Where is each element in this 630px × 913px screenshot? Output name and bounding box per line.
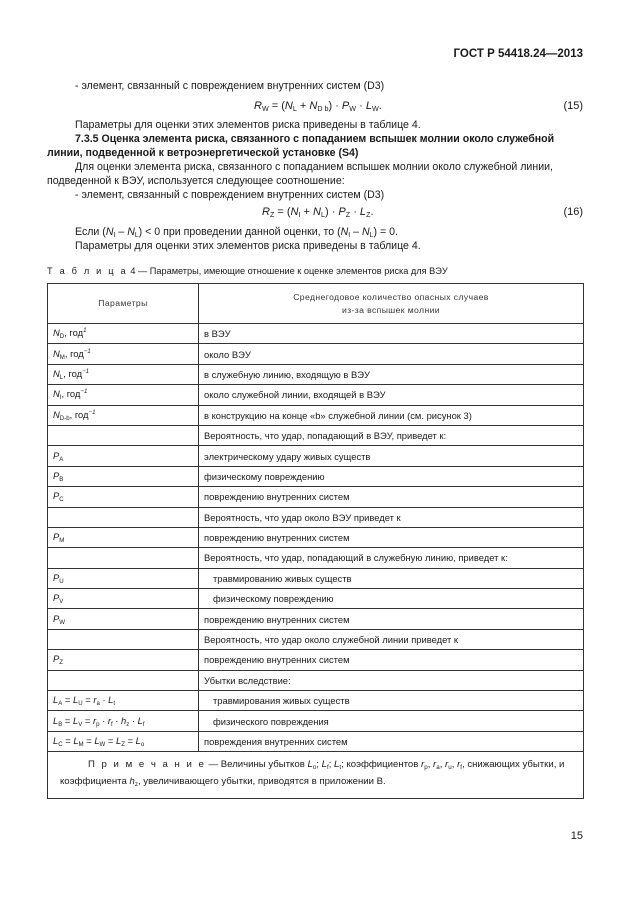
- paragraph-d3-1: - элемент, связанный с повреждением внутренних систем (D3): [75, 80, 385, 92]
- param-cell: $P_M$: [48, 527, 199, 547]
- param-cell: $P_B$: [48, 466, 199, 486]
- table-header-row: [48, 284, 584, 324]
- param-cell: $N_D$, год$^1$: [48, 324, 199, 344]
- table-row: [48, 507, 584, 527]
- paragraph-relation: Для оценки элемента риска, связанного с попаданием вспышек молнии около служебной линии, подведенной к ВЭУ, используется следующее соотношение:: [47, 161, 553, 187]
- desc-cell: повреждению внутренних систем: [199, 527, 584, 547]
- table-row: [48, 324, 584, 344]
- equation-15: $R_W = (N_L + N_{D b}) \cdot P_W \cdot L_W$.: [254, 100, 382, 113]
- table-caption: Т а б л и ц а 4 — Параметры, имеющие отношение к оценке элементов риска для ВЭУ: [47, 266, 448, 276]
- param-cell: $P_C$: [48, 487, 199, 507]
- paragraph-params-ref-2: Параметры для оценки этих элементов риска приведены в таблице 4.: [75, 240, 421, 252]
- desc-cell: повреждению внутренних систем: [199, 650, 584, 670]
- table-row: [48, 691, 584, 711]
- section-heading-7-3-5: 7.3.5 Оценка элемента риска, связанного с попаданием вспышек молнии около служебной линии, подведенной к ветроэнергетической установке (S4): [47, 133, 555, 159]
- desc-cell: Вероятность, что удар около ВЭУ приведет к: [199, 507, 584, 527]
- table-row: [48, 629, 584, 649]
- table-row: [48, 568, 584, 588]
- param-cell: $L_A = L_U = r_a \cdot L_t$: [48, 691, 199, 711]
- desc-cell: повреждению внутренних систем: [199, 487, 584, 507]
- column-header-events: Среднегодовое количество опасных случаев из-за вспышек молнии: [199, 284, 584, 324]
- desc-cell: Вероятность, что удар, попадающий в ВЭУ, приведет к:: [199, 425, 584, 445]
- desc-cell: в ВЭУ: [199, 324, 584, 344]
- param-cell: $L_C = L_M = L_W = L_Z = L_o$: [48, 731, 199, 751]
- table-row: [48, 344, 584, 364]
- table-row: [48, 650, 584, 670]
- table-row: [48, 548, 584, 568]
- table-row: [48, 527, 584, 547]
- table-row: [48, 405, 584, 425]
- param-cell: $N_{D-b}$, год$^{-1}$: [48, 405, 199, 425]
- parameters-table: [47, 283, 584, 799]
- param-cell: $P_U$: [48, 568, 199, 588]
- param-cell: $P_V$: [48, 589, 199, 609]
- equation-16-number: (16): [563, 206, 583, 218]
- param-cell: [48, 629, 199, 649]
- paragraph-d3-2: - элемент, связанный с повреждением внутренних систем (D3): [75, 189, 385, 201]
- desc-cell: травмированию живых существ: [199, 568, 584, 588]
- table-row: [48, 609, 584, 629]
- paragraph-condition: Если $(N_I - N_L) < 0$ при проведении данной оценки, то $(N_I - N_L) = 0$.: [75, 226, 398, 239]
- table-row: [48, 487, 584, 507]
- desc-cell: физическому повреждению: [199, 466, 584, 486]
- desc-cell: электрическому удару живых существ: [199, 446, 584, 466]
- table-row: [48, 446, 584, 466]
- table-note: П р и м е ч а н и е — Величины убытков $L_o$; $L_f$; $L_t$; коэффициентов $r_p$, $r_a$, $r_u$, $r_f$, снижающих убытки, и коэффициента $h_z$, увеличивающего убытки, приводятся в приложении В.: [48, 752, 584, 799]
- table-row: [48, 425, 584, 445]
- table-row: [48, 466, 584, 486]
- param-cell: $L_B = L_V = r_p \cdot r_f \cdot h_z \cdot L_f$: [48, 711, 199, 731]
- table-row: [48, 364, 584, 384]
- equation-16: $R_Z = (N_I + N_L) \cdot P_Z \cdot L_Z$.: [262, 206, 374, 219]
- desc-cell: физическому повреждению: [199, 589, 584, 609]
- desc-cell: Вероятность, что удар, попадающий в служебную линию, приведет к:: [199, 548, 584, 568]
- param-cell: [48, 670, 199, 690]
- desc-cell: травмирования живых существ: [199, 691, 584, 711]
- param-cell: $N_I$, год$^{-1}$: [48, 385, 199, 405]
- param-cell: [48, 507, 199, 527]
- desc-cell: около служебной линии, входящей в ВЭУ: [199, 385, 584, 405]
- desc-cell: физического повреждения: [199, 711, 584, 731]
- param-cell: $P_Z$: [48, 650, 199, 670]
- paragraph-params-ref-1: Параметры для оценки этих элементов риска приведены в таблице 4.: [75, 119, 421, 131]
- standard-header: ГОСТ Р 54418.24—2013: [453, 48, 583, 60]
- table-row: [48, 670, 584, 690]
- param-cell: $N_L$, год$^{-1}$: [48, 364, 199, 384]
- desc-cell: повреждению внутренних систем: [199, 609, 584, 629]
- equation-15-number: (15): [563, 100, 583, 112]
- page-number: 15: [570, 830, 583, 842]
- table-row: [48, 589, 584, 609]
- column-header-parameters: Параметры: [48, 284, 199, 324]
- desc-cell: около ВЭУ: [199, 344, 584, 364]
- table-row: [48, 385, 584, 405]
- desc-cell: Вероятность, что удар около служебной линии приведет к: [199, 629, 584, 649]
- param-cell: $P_W$: [48, 609, 199, 629]
- param-cell: $N_M$, год$^{-1}$: [48, 344, 199, 364]
- param-cell: [48, 548, 199, 568]
- desc-cell: в служебную линию, входящую в ВЭУ: [199, 364, 584, 384]
- table-row: [48, 731, 584, 751]
- desc-cell: в конструкцию на конце «b» служебной линии (см. рисунок 3): [199, 405, 584, 425]
- param-cell: $P_A$: [48, 446, 199, 466]
- table-note-row: [48, 752, 584, 799]
- param-cell: [48, 425, 199, 445]
- desc-cell: Убытки вследствие:: [199, 670, 584, 690]
- table-row: [48, 711, 584, 731]
- desc-cell: повреждения внутренних систем: [199, 731, 584, 751]
